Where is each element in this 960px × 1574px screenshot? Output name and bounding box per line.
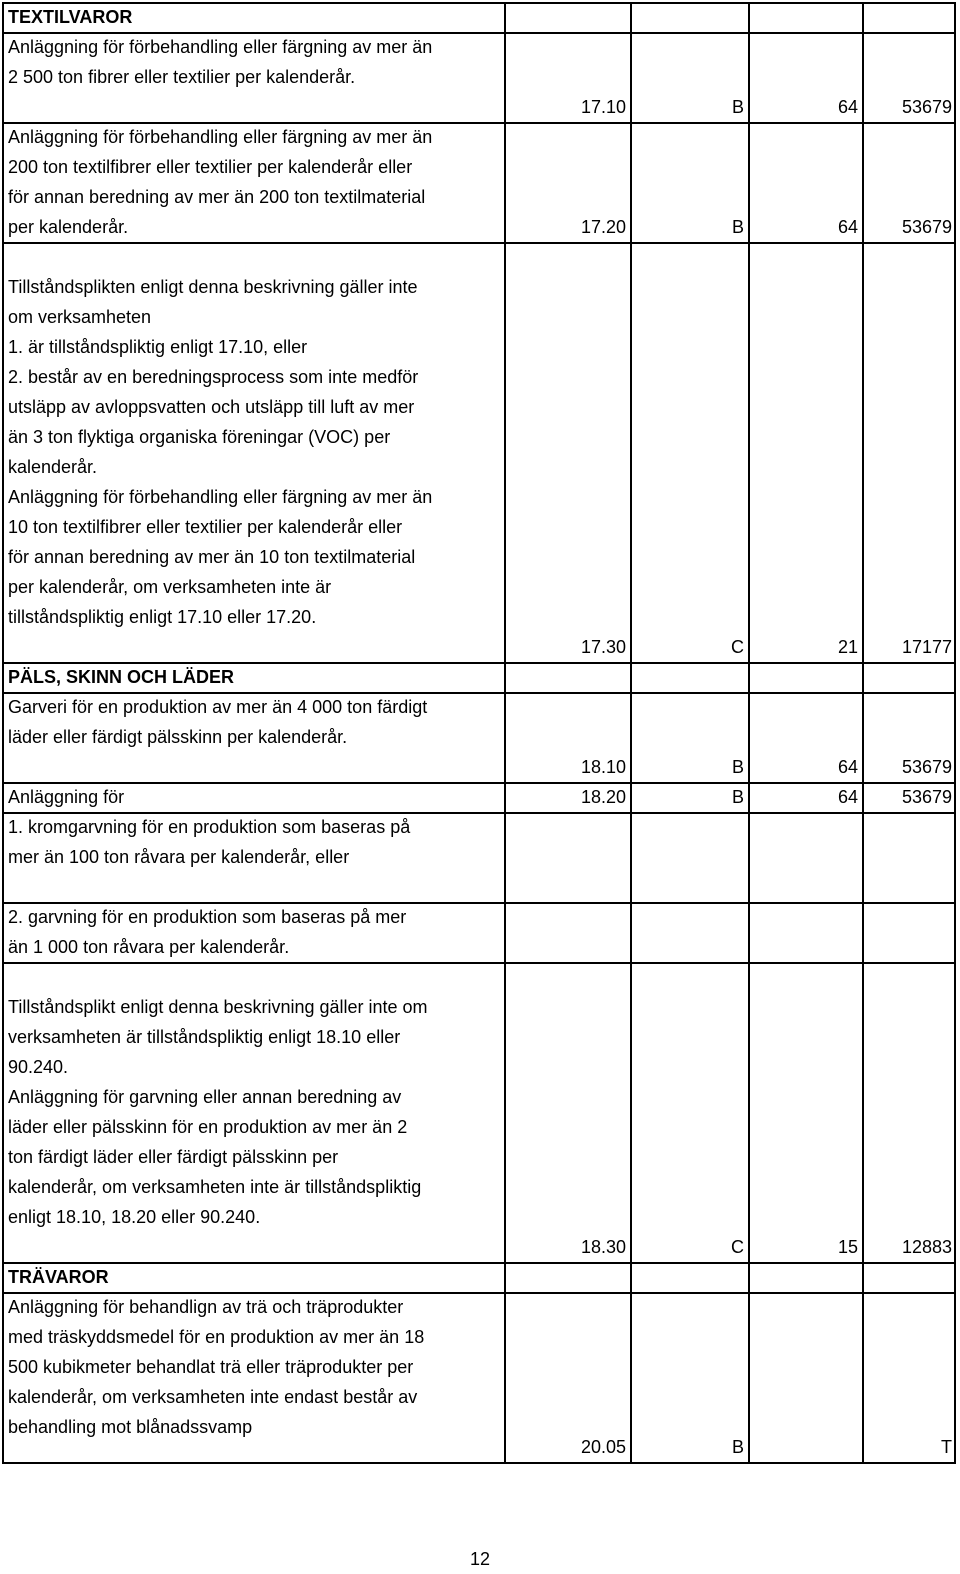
description-line: 1. kromgarvning för en produktion som baseras på xyxy=(8,817,411,837)
value-column-a: 64 xyxy=(837,787,858,807)
page-number: 12 xyxy=(469,1549,491,1569)
value-column-b: 53679 xyxy=(901,787,952,807)
description-line: kalenderår, om verksamheten inte endast består av xyxy=(8,1387,418,1407)
activity-code: 17.20 xyxy=(580,217,626,237)
description-line: Tillståndsplikt enligt denna beskrivning gäller inte om xyxy=(8,997,428,1017)
description-line: 90.240. xyxy=(8,1057,69,1077)
description-line: 1. är tillståndspliktig enligt 17.10, eller xyxy=(8,337,308,357)
description-line: kalenderår, om verksamheten inte är tillståndspliktig xyxy=(8,1177,422,1197)
table-border-left xyxy=(2,2,4,1464)
table-border-top xyxy=(2,2,956,4)
description-line: för annan beredning av mer än 200 ton textilmaterial xyxy=(8,187,426,207)
permit-class: B xyxy=(731,787,744,807)
value-column-b: 53679 xyxy=(901,757,952,777)
description-line: läder eller pälsskinn för en produktion av mer än 2 xyxy=(8,1117,408,1137)
description-line: 10 ton textilfibrer eller textilier per kalenderår eller xyxy=(8,517,403,537)
value-column-b: 53679 xyxy=(901,217,952,237)
value-column-a: 15 xyxy=(837,1237,858,1257)
description-line: Anläggning för behandlign av trä och träprodukter xyxy=(8,1297,404,1317)
value-column-a: 21 xyxy=(837,637,858,657)
activity-code: 18.10 xyxy=(580,757,626,777)
activity-code: 20.05 xyxy=(580,1437,626,1457)
permit-class: B xyxy=(731,217,744,237)
description-line: Tillståndsplikten enligt denna beskrivning gäller inte xyxy=(8,277,418,297)
description-line: enligt 18.10, 18.20 eller 90.240. xyxy=(8,1207,261,1227)
permit-class: B xyxy=(731,757,744,777)
row-divider xyxy=(2,962,956,964)
value-column-b: 17177 xyxy=(901,637,952,657)
value-column-a: 64 xyxy=(837,217,858,237)
value-column-b: 53679 xyxy=(901,97,952,117)
description-line: Anläggning för garvning eller annan beredning av xyxy=(8,1087,402,1107)
description-line: 500 kubikmeter behandlat trä eller träprodukter per xyxy=(8,1357,414,1377)
description-line: om verksamheten xyxy=(8,307,152,327)
description-line: 200 ton textilfibrer eller textilier per kalenderår eller xyxy=(8,157,413,177)
description-line: kalenderår. xyxy=(8,457,98,477)
permit-class: B xyxy=(731,97,744,117)
description-line: per kalenderår. xyxy=(8,217,129,237)
section-heading: TEXTILVAROR xyxy=(8,7,133,27)
description-line: ton färdigt läder eller färdigt pälsskinn per xyxy=(8,1147,339,1167)
activity-code: 18.20 xyxy=(580,787,626,807)
activity-code: 17.10 xyxy=(580,97,626,117)
description-line: Garveri för en produktion av mer än 4 000 ton färdigt xyxy=(8,697,428,717)
description-line: mer än 100 ton råvara per kalenderår, eller xyxy=(8,847,350,867)
description-line: 2. garvning för en produktion som baseras på mer xyxy=(8,907,407,927)
activity-code: 18.30 xyxy=(580,1237,626,1257)
row-divider xyxy=(2,242,956,244)
description-line: verksamheten är tillståndspliktig enligt 18.10 eller xyxy=(8,1027,401,1047)
description-line: än 1 000 ton råvara per kalenderår. xyxy=(8,937,290,957)
value-column-a: 64 xyxy=(837,757,858,777)
section-heading: TRÄVAROR xyxy=(8,1267,109,1287)
description-line: för annan beredning av mer än 10 ton textilmaterial xyxy=(8,547,416,567)
description-line: Anläggning för förbehandling eller färgning av mer än xyxy=(8,37,433,57)
description-line: tillståndspliktig enligt 17.10 eller 17.20. xyxy=(8,607,317,627)
description-line: med träskyddsmedel för en produktion av mer än 18 xyxy=(8,1327,425,1347)
permit-class: C xyxy=(731,1237,744,1257)
description-line: 2. består av en beredningsprocess som inte medför xyxy=(8,367,419,387)
value-column-b: 12883 xyxy=(901,1237,952,1257)
description-line: behandling mot blånadssvamp xyxy=(8,1417,253,1437)
value-column-a: 64 xyxy=(837,97,858,117)
activity-code: 17.30 xyxy=(580,637,626,657)
permit-table xyxy=(2,2,956,1464)
permit-class: C xyxy=(731,637,744,657)
table-border-bottom xyxy=(2,1462,956,1464)
row-divider xyxy=(2,1262,956,1264)
description-line: 2 500 ton fibrer eller textilier per kalenderår. xyxy=(8,67,356,87)
description-line: Anläggning för förbehandling eller färgning av mer än xyxy=(8,487,433,507)
description-line: per kalenderår, om verksamheten inte är xyxy=(8,577,332,597)
table-border-right xyxy=(954,2,956,1464)
description-line: läder eller färdigt pälsskinn per kalenderår. xyxy=(8,727,348,747)
section-heading: PÄLS, SKINN OCH LÄDER xyxy=(8,667,235,687)
description-line: utsläpp av avloppsvatten och utsläpp till luft av mer xyxy=(8,397,415,417)
description-line: än 3 ton flyktiga organiska föreningar (VOC) per xyxy=(8,427,391,447)
description-line: Anläggning för förbehandling eller färgning av mer än xyxy=(8,127,433,147)
value-column-b: T xyxy=(941,1437,952,1457)
description-line: Anläggning för xyxy=(8,787,125,807)
permit-class: B xyxy=(731,1437,744,1457)
